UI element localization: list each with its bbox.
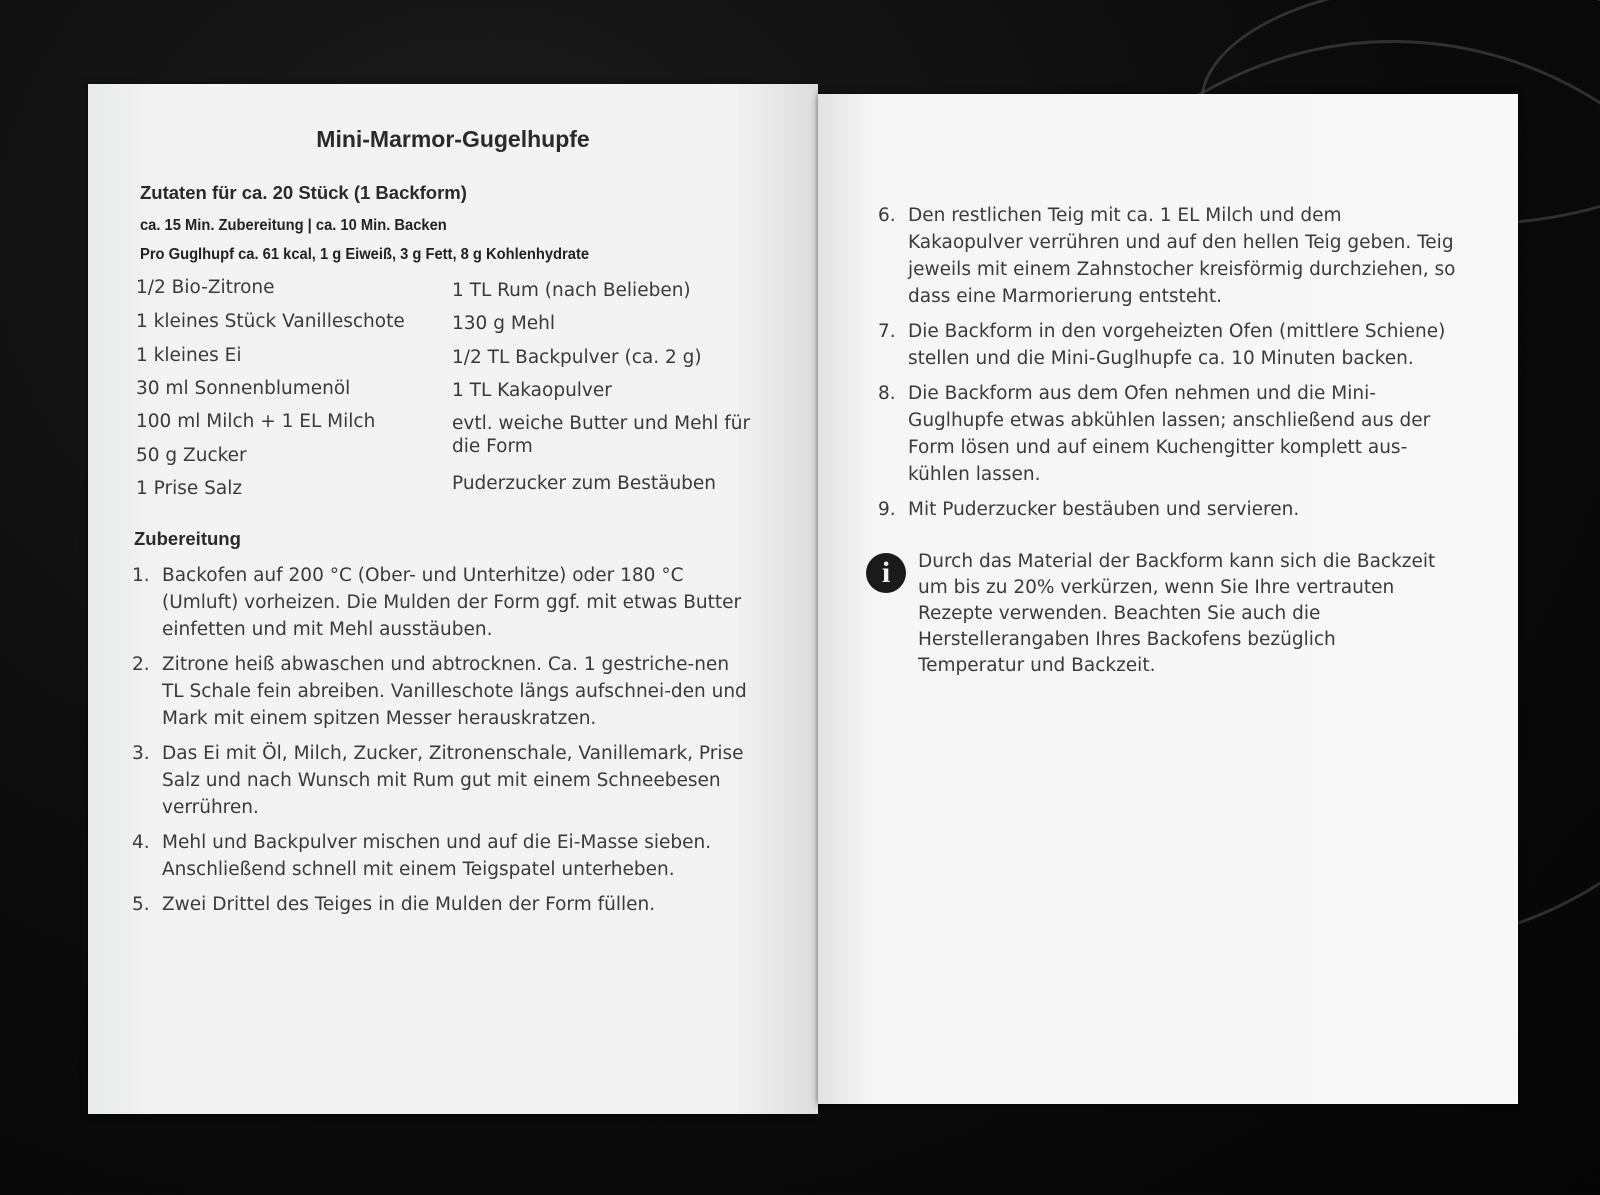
- info-icon: i: [866, 553, 906, 593]
- info-note-text: Durch das Material der Backform kann sich die Backzeit um bis zu 20% verkürzen, wenn Sie Ihre vertrauten Rezepte verwenden. Beachten Sie auch die Herstellerangaben Ihres Backofens bezüglich Temperatur und Backzeit.: [918, 551, 1436, 676]
- time-info: ca. 15 Min. Zubereitung | ca. 10 Min. Backen: [140, 217, 447, 234]
- ingredient-item: Puderzucker zum Bestäuben: [452, 473, 717, 494]
- step-text: Mit Puderzucker bestäuben und servieren.: [908, 499, 1300, 520]
- step-text: Backofen auf 200 °C (Ober- und Unterhitze) oder 180 °C (Umluft) vorheizen. Die Mulden der Form ggf. mit etwas Butter einfetten und mit Mehl ausstäuben.: [162, 565, 742, 640]
- ingredient-item: 1 kleines Ei: [136, 345, 242, 366]
- step-item: [132, 740, 752, 821]
- step-number: 8.: [878, 383, 896, 404]
- step-item: [878, 380, 1458, 488]
- right-page: [818, 94, 1518, 1104]
- ingredient-item: 130 g Mehl: [452, 313, 556, 334]
- step-item: [132, 891, 752, 918]
- ingredient-item: 1 TL Rum (nach Belieben): [452, 280, 691, 301]
- step-text: Die Backform aus dem Ofen nehmen und die Mini-Guglhupfe etwas abkühlen lassen; anschließend aus der Form lösen und auf einem Kuchengitter komplett aus-kühlen lassen.: [908, 383, 1431, 485]
- step-number: 9.: [878, 499, 896, 520]
- recipe-title: Mini-Marmor-Gugelhupfe: [316, 126, 590, 152]
- ingredient-item: 1 Prise Salz: [136, 478, 243, 499]
- step-text: Das Ei mit Öl, Milch, Zucker, Zitronenschale, Vanillemark, Prise Salz und nach Wunsch mit Rum gut mit einem Schneebesen verrühren.: [162, 743, 744, 818]
- ingredient-item: 1 kleines Stück Vanilleschote: [136, 311, 405, 332]
- preparation-steps-left: [132, 562, 752, 926]
- step-item: [132, 562, 752, 643]
- step-text: Den restlichen Teig mit ca. 1 EL Milch und dem Kakaopulver verrühren und auf den hellen Teig geben. Teig jeweils mit einem Zahnstocher kreisförmig durchziehen, so dass eine Marmorierung entsteht.: [908, 205, 1456, 307]
- step-number: 4.: [132, 832, 150, 853]
- step-number: 5.: [132, 894, 150, 915]
- step-item: [878, 202, 1458, 310]
- step-number: 1.: [132, 565, 150, 586]
- step-number: 6.: [878, 205, 896, 226]
- step-item: [878, 318, 1458, 372]
- step-item: [132, 829, 752, 883]
- ingredient-item: 100 ml Milch + 1 EL Milch: [136, 411, 376, 432]
- recipe-booklet: [88, 84, 1520, 1114]
- ingredient-item: 1/2 Bio-Zitrone: [136, 277, 275, 298]
- preparation-steps-right: [878, 202, 1458, 531]
- step-text: Die Backform in den vorgeheizten Ofen (mittlere Schiene) stellen und die Mini-Guglhupfe ca. 10 Minuten backen.: [908, 321, 1446, 369]
- nutrition-info: Pro Guglhupf ca. 61 kcal, 1 g Eiweiß, 3 g Fett, 8 g Kohlenhydrate: [140, 246, 590, 263]
- step-text: Zwei Drittel des Teiges in die Mulden der Form füllen.: [162, 894, 656, 915]
- ingredient-item: 1 TL Kakaopulver: [452, 380, 612, 401]
- preparation-heading: Zubereitung: [134, 528, 241, 549]
- ingredient-item: 30 ml Sonnenblumenöl: [136, 378, 351, 399]
- step-item: [132, 651, 752, 732]
- step-text: Mehl und Backpulver mischen und auf die Ei-Masse sieben. Anschließend schnell mit einem Teigspatel unterheben.: [162, 832, 712, 880]
- ingredient-item: 1/2 TL Backpulver (ca. 2 g): [452, 347, 702, 368]
- step-number: 7.: [878, 321, 896, 342]
- ingredients-heading: Zutaten für ca. 20 Stück (1 Backform): [140, 182, 467, 203]
- left-page: [88, 84, 818, 1114]
- step-text: Zitrone heiß abwaschen und abtrocknen. Ca. 1 gestriche-nen TL Schale fein abreiben. Vanilleschote längs aufschnei-den und Mark mit einem spitzen Messer herauskratzen.: [162, 654, 747, 729]
- step-number: 2.: [132, 654, 150, 675]
- ingredient-item: evtl. weiche Butter und Mehl für die Form: [452, 413, 751, 458]
- ingredient-item: 50 g Zucker: [136, 445, 247, 466]
- step-number: 3.: [132, 743, 150, 764]
- step-item: [878, 496, 1458, 523]
